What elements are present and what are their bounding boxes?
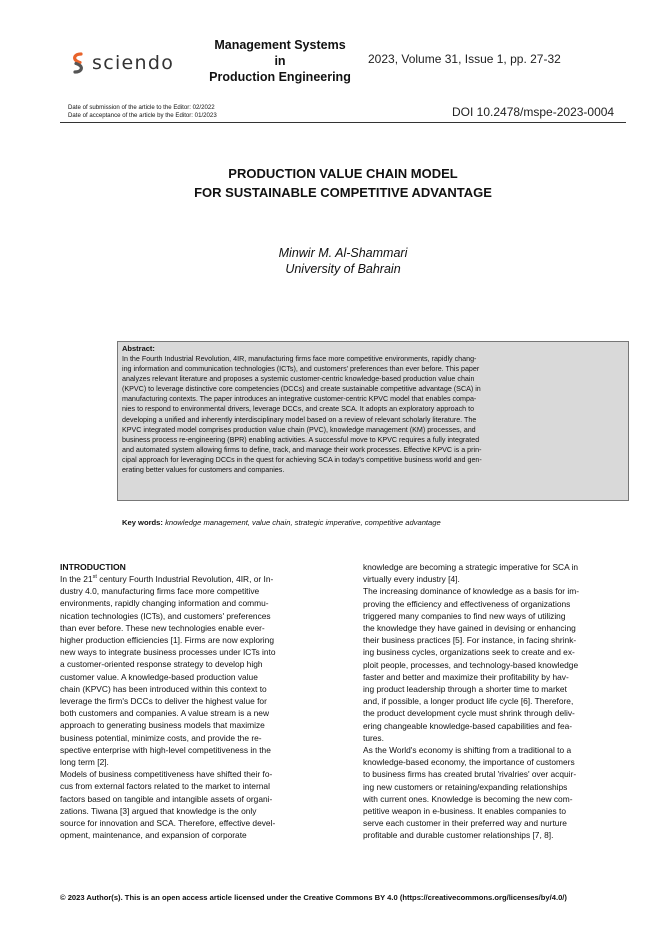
logo-wordmark: sciendo xyxy=(92,52,175,74)
text-line: serve each customer in their preferred way and nurture xyxy=(363,818,567,829)
text-line: proving the efficiency and effectiveness of organizations xyxy=(363,598,571,609)
abstract-box xyxy=(117,341,629,501)
submission-date: Date of submission of the article to the Editor: 02/2022 xyxy=(68,104,215,111)
text-line: petitive weapon in e-business. It enables companies to xyxy=(363,806,566,817)
text-line: business potential, minimize costs, and provide the re- xyxy=(60,732,262,743)
text-line: tures. xyxy=(363,732,384,743)
text-line: knowledge-based economy, the importance of customers xyxy=(363,757,575,768)
text-line: leverage the firm's DCCs to deliver the highest value for xyxy=(60,696,267,707)
abstract-line: and automated system allowing firms to define, track, and manage their work processes. Effective KPVC is a prin- xyxy=(122,445,482,454)
text-line: ering changeable knowledge-based capabilities and fea- xyxy=(363,720,573,731)
sciendo-logo-icon xyxy=(70,52,86,74)
text-line: source for innovation and SCA. Therefore, effective devel- xyxy=(60,818,276,829)
text-line: triggered many companies to find new ways of utilizing xyxy=(363,610,566,621)
keywords xyxy=(122,518,441,527)
header-divider xyxy=(60,122,626,123)
left-first-prefix: In the 21 xyxy=(60,574,93,584)
journal-line-3: Production Engineering xyxy=(209,70,351,84)
text-line: dustry 4.0, manufacturing firms face more competitive xyxy=(60,586,260,597)
journal-line-1: Management Systems xyxy=(214,38,346,52)
abstract-line: (KPVC) to leverage distinctive core competencies (DCCs) and create sustainable competitive advantage (SCA) in xyxy=(122,385,481,394)
text-line: new ways to integrate business processes under ICTs into xyxy=(60,647,276,658)
left-first-rest: century Fourth Industrial Revolution, 4IR, or In- xyxy=(96,574,274,584)
text-line: with current ones. Knowledge is becoming the new com- xyxy=(363,793,573,804)
author-affiliation: University of Bahrain xyxy=(285,262,401,276)
text-line: Models of business competitiveness have shifted their fo- xyxy=(60,769,273,780)
text-line: to business firms has created brutal 'rivalries' over acquir- xyxy=(363,769,577,780)
journal-line-2: in xyxy=(274,54,286,68)
article-title xyxy=(60,164,626,202)
text-line: ing product leadership through a shorter time to market xyxy=(363,684,567,695)
text-line: profitable and durable customer relationships [7, 8]. xyxy=(363,830,554,841)
title-line-2: FOR SUSTAINABLE COMPETITIVE ADVANTAGE xyxy=(194,185,492,200)
text-line: virtually every industry [4]. xyxy=(363,574,460,585)
abstract-line: ing information and communication technologies (ICTs), and customers' preferences than ever before. This paper xyxy=(122,365,480,374)
abstract-line: business process re-engineering (BPR) enabling activities. A successful move to KPVC requires a fully integrated xyxy=(122,435,480,444)
author-block xyxy=(60,245,626,277)
right-column xyxy=(363,561,627,842)
text-line: the knowledge they have gained in devising or enhancing xyxy=(363,623,576,634)
left-first-line xyxy=(60,573,324,585)
abstract-line: nies to respond to environmental drivers, leverage DCCs, and create SCA. It adopts an exploratory approach to xyxy=(122,405,475,414)
text-line: ing business cycles, organizations seek to create and ex- xyxy=(363,647,575,658)
text-line: opment, maintenance, and expansion of corporate xyxy=(60,830,247,841)
text-line: higher production efficiencies [1]. Firms are now exploring xyxy=(60,635,274,646)
text-line: environments, rapidly changing information and commu- xyxy=(60,598,269,609)
left-column xyxy=(60,561,324,841)
journal-name xyxy=(200,37,360,85)
publisher-logo xyxy=(70,50,190,76)
text-line: long term [2]. xyxy=(60,757,109,768)
abstract-line: developing a unified and inherently interdisciplinary model based on a review of relevant scholarly literature. The xyxy=(122,415,477,424)
issue-info: 2023, Volume 31, Issue 1, pp. 27-32 xyxy=(368,52,561,66)
abstract-line: analyzes relevant literature and proposes a systemic customer-centric knowledge-based production value chain xyxy=(122,375,475,384)
text-line: the product development cycle must shrink through deliv- xyxy=(363,708,575,719)
text-line: ploit people, processes, and technology-based knowledge xyxy=(363,659,579,670)
license-footer: © 2023 Author(s). This is an open access article licensed under the Creative Commons BY 4.0 (https://creativecommons.org/licenses/by/4.0/) xyxy=(60,893,567,902)
text-line: The increasing dominance of knowledge as a basis for im- xyxy=(363,586,579,597)
text-line: spective enterprise with high-level competitiveness in the xyxy=(60,744,271,755)
author-name: Minwir M. Al-Shammari xyxy=(278,246,408,260)
text-line: As the World's economy is shifting from a traditional to a xyxy=(363,745,572,756)
ordinal-superscript: st xyxy=(92,574,97,581)
abstract-heading: Abstract: xyxy=(122,344,155,353)
text-line: ing new customers or retaining/expanding relationships xyxy=(363,781,568,792)
keywords-label: Key words: xyxy=(122,518,163,527)
article-dates xyxy=(68,104,217,120)
text-line: than ever before. These new technologies enable ever- xyxy=(60,622,265,633)
abstract-body xyxy=(122,354,624,475)
keywords-text: knowledge management, value chain, strategic imperative, competitive advantage xyxy=(165,518,441,527)
abstract-line: erating better values for customers and companies. xyxy=(122,466,285,475)
text-line: a customer-oriented response strategy to develop high xyxy=(60,659,263,670)
text-line: knowledge are becoming a strategic imperative for SCA in xyxy=(363,562,579,572)
abstract-line: manufacturing contexts. The paper introduces an integrative customer-centric KPVC model that enables compa- xyxy=(122,395,477,404)
text-line: cus from external factors related to the market to internal xyxy=(60,781,270,792)
text-line: faster and better and maximize their profitability by hav- xyxy=(363,671,569,682)
acceptance-date: Date of acceptance of the article by the Editor: 01/2023 xyxy=(68,112,217,119)
text-line: their business practices [5]. For instance, in facing shrink- xyxy=(363,635,577,646)
text-line: factors based on tangible and intangible assets of organi- xyxy=(60,793,273,804)
text-line: customer value. A knowledge-based production value xyxy=(60,671,258,682)
abstract-line: cipal approach for leveraging DCCs in the quest for achieving SCA in today's competitive business world and gen- xyxy=(122,455,482,464)
doi[interactable]: DOI 10.2478/mspe-2023-0004 xyxy=(452,105,615,119)
abstract-line: In the Fourth Industrial Revolution, 4IR, manufacturing firms face more competitive environments, rapidly chang- xyxy=(122,355,477,363)
text-line: nication technologies (ICTs), and customers' preferences xyxy=(60,610,271,621)
text-line: zations. Tiwana [3] argued that knowledge is the only xyxy=(60,805,257,816)
abstract-line: KPVC integrated model comprises production value chain (PVC), knowledge management (KM) processes, and xyxy=(122,425,476,434)
left-paragraphs xyxy=(60,585,324,841)
title-line-1: PRODUCTION VALUE CHAIN MODEL xyxy=(228,166,458,181)
section-heading-introduction: INTRODUCTION xyxy=(60,562,126,572)
text-line: approach to generating business models that maximize xyxy=(60,720,265,731)
text-line: both customers and companies. A value stream is a new xyxy=(60,708,270,719)
text-line: chain (KPVC) has been introduced within this context to xyxy=(60,683,267,694)
text-line: and, if possible, a longer product life cycle [6]. Therefore, xyxy=(363,696,574,707)
